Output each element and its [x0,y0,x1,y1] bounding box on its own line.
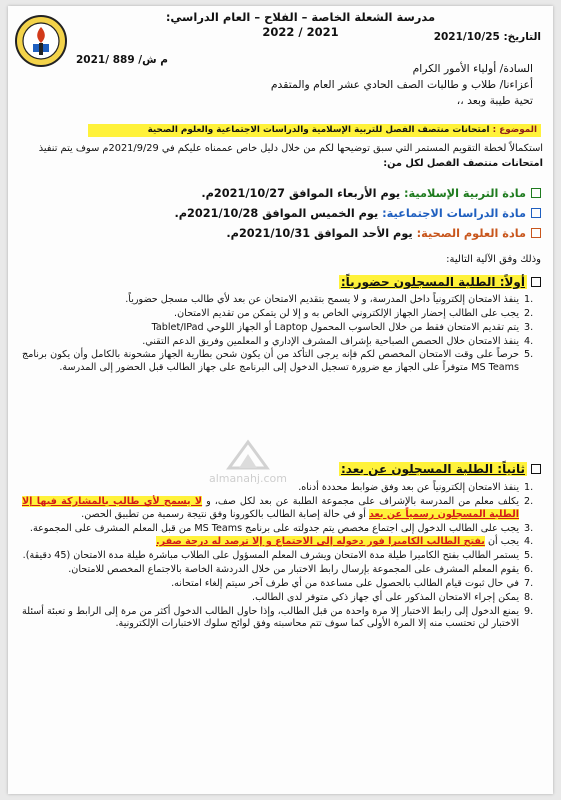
checkbox-icon [531,188,541,198]
list-item: .7 في حال ثبوت قيام الطالب بالحصول على مساعدة من أي طرف آخر سيتم إلغاء امتحانه. [171,577,534,589]
watermark [173,438,323,508]
list-item: .2 يجب على الطالب إحضار الجهاز الإلكتروني الخاص به و إلا لن يتمكن من تقديم الامتحان. [174,307,534,319]
list-item: .1 ينفذ الامتحان إلكترونياً عن بعد وفق ضوابط محددة أدناه. [298,482,534,493]
subject-islamic-date: يوم الأربعاء الموافق 2021/10/27م. [201,187,405,200]
subject-health-name: مادة العلوم الصحية: [416,227,526,240]
intro-bold: امتحانات منتصف الفصل لكل من: [383,157,543,169]
checkbox-icon [531,464,541,474]
intro-paragraph [24,142,543,171]
subject-text: امتحانات منتصف الفصل للتربية الإسلامية والدراسات الاجتماعية والعلوم الصحية [147,125,490,135]
section2-title: ثانياً: الطلبة المسجلون عن بعد: [340,462,525,476]
watermark-text: almanahj.com [209,472,287,485]
section1-heading [339,274,541,290]
checkbox-icon [531,277,541,287]
checkbox-icon [531,208,541,218]
list-item: .5 حرصاً على وقت الامتحان المخصص لكم فإنه يرجى التأكد من أن يكون شحن بطارية الجهاز مشحونة بالكامل وأن يكون برنامج MS Teams متوفراً على الجهاز مع ضرورة تسجيل الدخول إلى البرنامج على جهاز الطالب قبل الحضور إلى المدرسة. [22,349,534,374]
school-header: مدرسة الشعلة الخاصة – الفلاح – العام الدراسي: 2021 / 2022 [165,10,436,40]
reference-number: م ش/ 889 /2021 [76,54,168,66]
list-item: .8 يمكن إجراء الامتحان المذكور على أي جهاز ذكي متوفر لدى الطالب. [252,591,534,603]
list-item: .1 ينفذ الامتحان إلكترونياً داخل المدرسة، و لا يسمح بتقديم الامتحان عن بعد لأي طالب مسجل حضورياً. [125,294,534,305]
section1-title: أولاً: الطلبة المسجلون حضورياً: [340,275,525,289]
document-page [8,6,553,794]
list-item: .9 يمنع الدخول إلى رابط الاختبار إلا مرة واحدة من قبل الطالب، وإذا حاول الطالب الدخول أكثر من مرة إلى الرابط و تعبئة أسئلة الاختبار لن تحتسب منه إلا المرة الأولى كما سوف تتم محاسبته وفق لوائح سلوك الاختبارات الإلكترونية. [22,605,534,630]
section2-heading [339,461,541,477]
addressee-parents: السادة/ أولياء الأمور الكرام [412,62,533,75]
greeting: تحية طيبة وبعد ،، [456,93,533,107]
addressee-students: أعزاءنا/ طلاب و طالبات الصف الحادي عشر العام والمتقدم [270,77,533,91]
school-logo [14,14,68,68]
list-item: .4 يجب أن يفتح الطالب الكاميرا فور دخوله إلى الاجتماع و إلا ترصد له درجة صفر. [156,536,534,548]
section1-list [22,294,539,376]
list-item: .5 يستمر الطالب بفتح الكاميرا طيلة مدة الامتحان ويشرف المعلم المسؤول على الطلاب مباشرة طيلة مدة الامتحان (45 دقيقة). [22,550,534,562]
subject-social-date: يوم الخميس الموافق 2021/10/28م. [174,207,383,220]
watermark-logo [225,438,271,470]
list-item: .6 يقوم المعلم المشرف على المجموعة بإرسال رابط الاختبار من خلال الدردشة الخاصة بالاجتماع المخصص للامتحان. [68,564,534,576]
subject-health-date: يوم الأحد الموافق 2021/10/31م. [226,227,417,240]
camera-warning: يفتح الطالب الكاميرا فور دخوله إلى الاجتماع و إلا ترصد له درجة صفر. [156,536,485,548]
remote-restriction-warning: لا يسمح لأي طالب بالمشاركة فيها إلا الطلبة المسجلون رسمياً عن بعد [22,495,519,520]
list-item: .3 يتم تقديم الامتحان فقط من خلال الحاسوب المحمول Laptop أو الجهاز اللوحي Tablet/IPad [151,321,534,333]
mechanism-line: وذلك وفق الآلية التالية: [446,254,541,265]
intro-text: استكمالاً لخطة التقويم المستمر التي سبق توضيحها لكم من خلال دليل خاص عممناه عليكم في 2021/9/29م سوف يتم تنفيذ [38,143,543,154]
addressee-block [271,61,533,109]
subject-line [88,124,541,137]
subject-islamic [201,186,541,201]
list-item: .2 يكلف معلم من المدرسة بالإشراف على مجموعة الطلبة عن بعد لكل صف، و لا يسمح لأي طالب بالمشاركة فيها إلا الطلبة المسجلون رسمياً عن بعد أو في حالة إصابة الطالب بالكورونا وفق نتيجة رسمية من تطبيق الحصن. [22,495,534,520]
subject-islamic-name: مادة التربية الإسلامية: [404,187,526,200]
list-item: .3 يجب على الطالب الدخول إلى اجتماع مخصص يتم جدولته على برنامج MS Teams من قبل المعلم المشرف على المجموعة. [29,522,534,534]
subject-health [226,226,541,241]
subject-label: الموضوع : [492,125,537,135]
subject-social-name: مادة الدراسات الاجتماعية: [382,207,526,220]
letter-date: التاريخ: 2021/10/25 [433,31,541,43]
checkbox-icon [531,228,541,238]
list-item: .4 ينفذ الامتحان خلال الحصص الصباحية بإشراف المشرف الإداري و المعلمين وفريق الدعم التقني. [142,335,534,347]
subject-social [174,206,541,221]
